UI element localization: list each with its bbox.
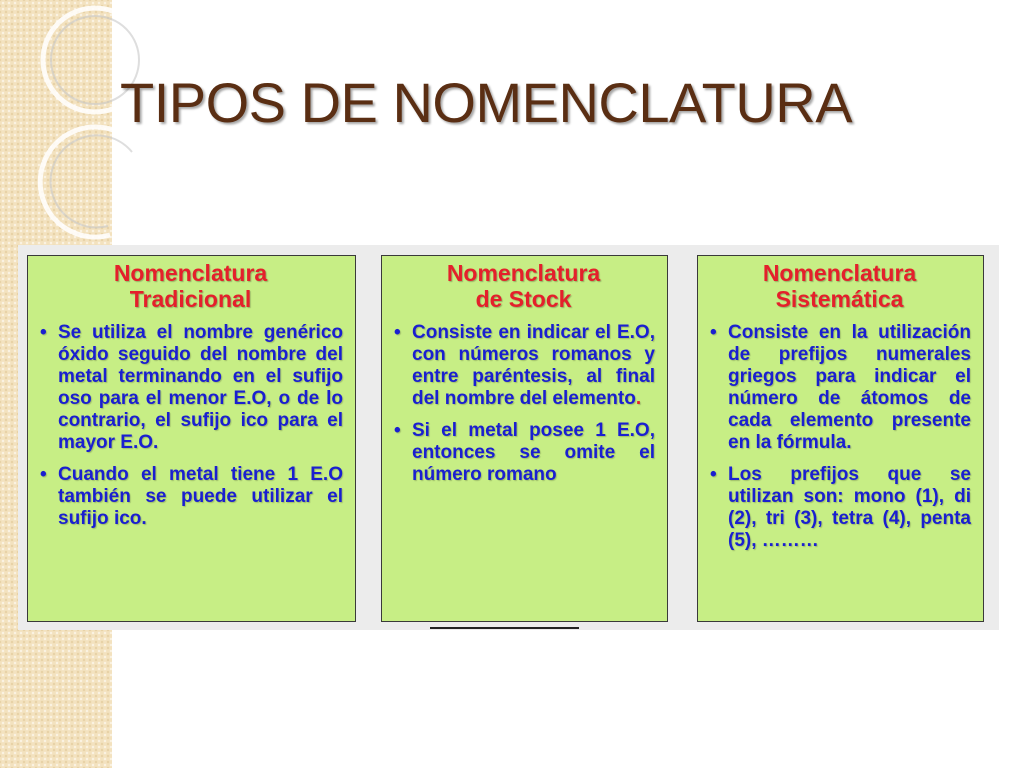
list-item — [392, 322, 655, 410]
card-nomenclatura-sistematica — [697, 255, 984, 622]
list-item: • Los prefijos que se utilizan son: mono (1), di (2), tri (3), tetra (4), penta (5), ……… — [708, 464, 971, 552]
bullet-list — [38, 322, 343, 530]
bullet-list — [392, 322, 655, 486]
red-period-mark: . — [635, 388, 642, 409]
list-item: • Si el metal posee 1 E.O, entonces se omite el número romano — [392, 420, 655, 486]
card-heading: Nomenclatura Tradicional — [113, 260, 268, 312]
list-item: • Consiste en la utilización de prefijos numerales griegos para indicar el número de átomos de cada elemento presente en la fórmula. — [708, 322, 971, 454]
card-heading: Nomenclatura de Stock — [446, 260, 601, 312]
list-item: • Cuando el metal tiene 1 E.O también se puede utilizar el sufijo ico. — [38, 464, 343, 530]
divider-line — [430, 627, 579, 629]
list-item-text: Consiste en indicar el E.O, con números romanos y entre paréntesis, al final del nombre del elemento — [412, 322, 655, 409]
slide-title: TIPOS DE NOMENCLATURA — [120, 71, 853, 134]
bullet-list — [708, 322, 971, 552]
card-nomenclatura-tradicional — [27, 255, 356, 622]
card-heading: Nomenclatura Sistemática — [762, 260, 917, 312]
list-item: • Se utiliza el nombre genérico óxido seguido del nombre del metal terminando en el sufijo oso para el menor E.O, o de lo contrario, el sufijo ico para el mayor E.O. — [38, 322, 343, 454]
card-nomenclatura-stock — [381, 255, 668, 622]
